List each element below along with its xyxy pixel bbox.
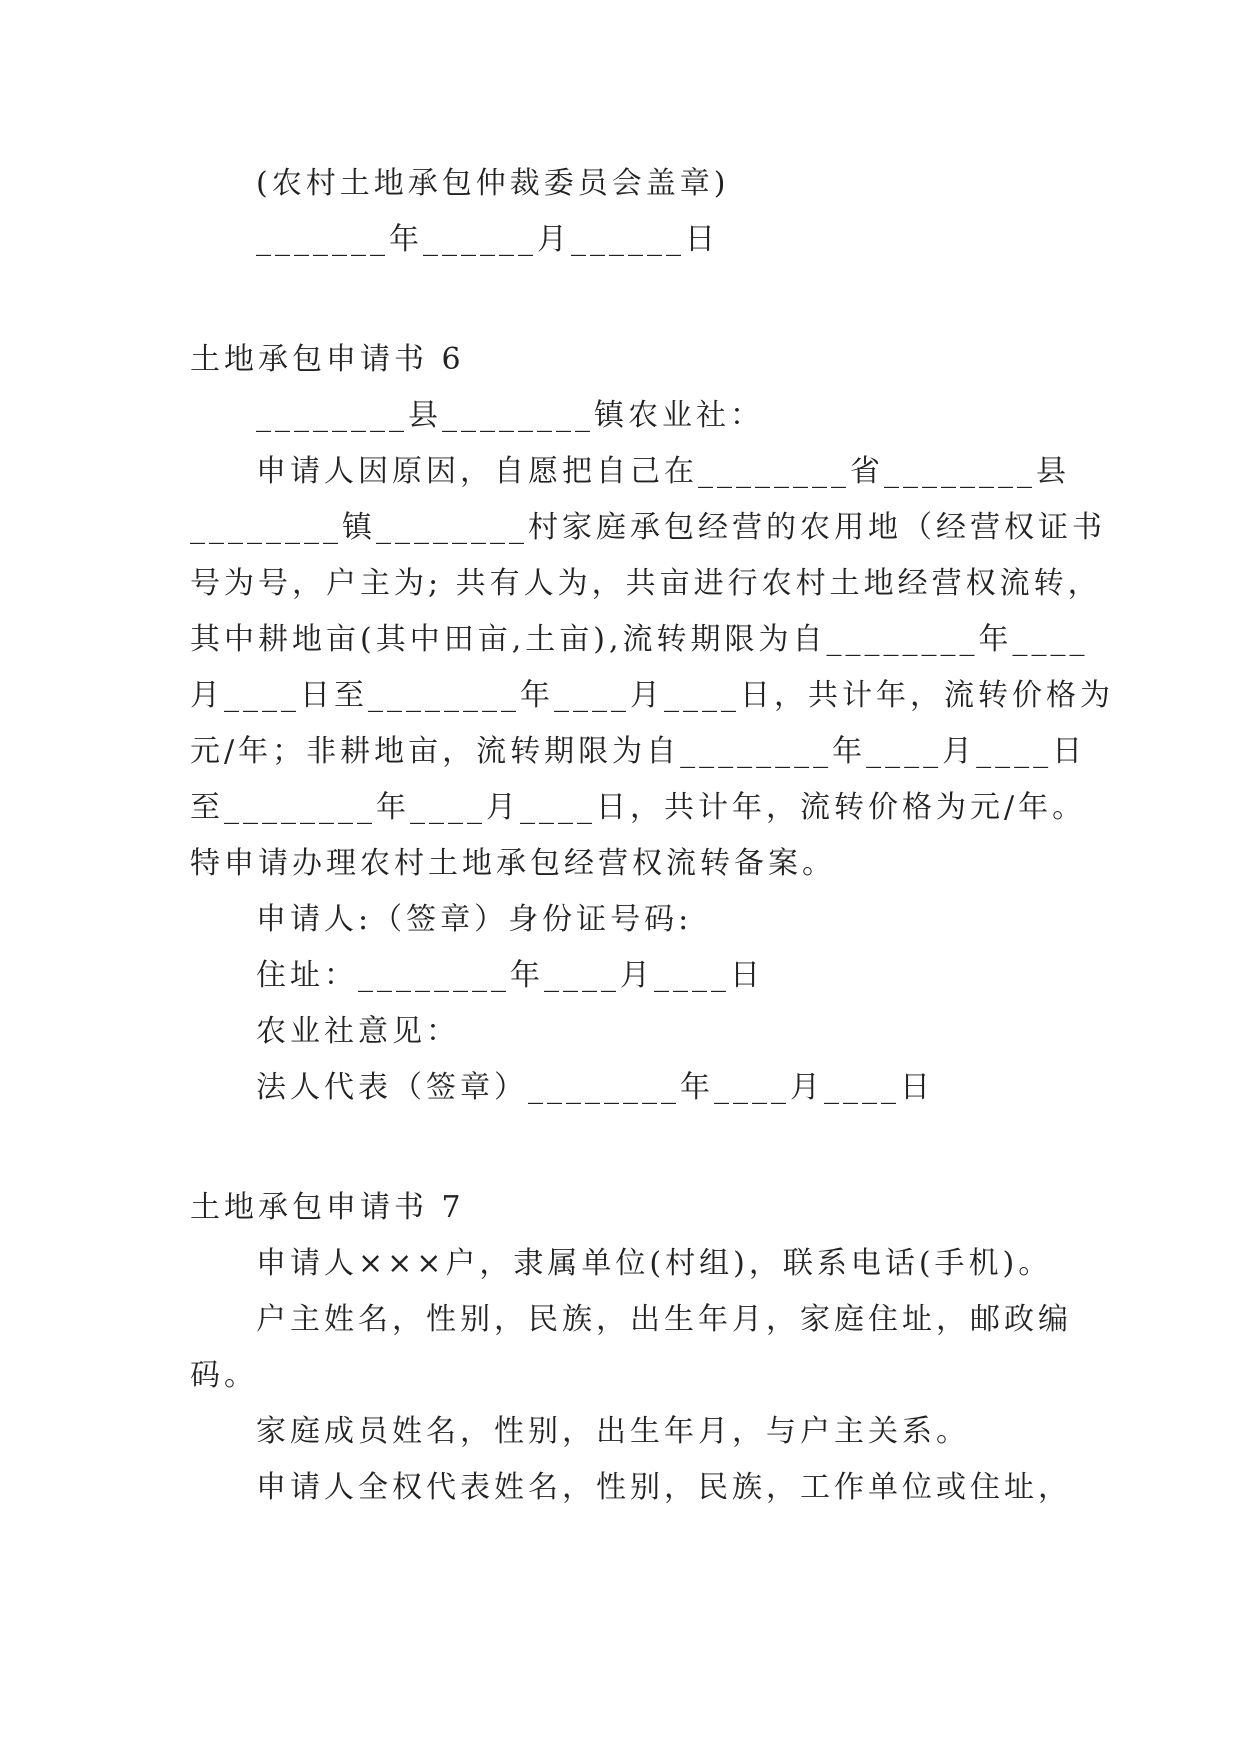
section-6-body-line: ________镇________村家庭承包经营的农用地（经营权证书 [190,510,1106,545]
section-6-body-line: 元/年；非耕地亩，流转期限为自________年____月____日 [190,734,1087,769]
section-7-paragraph: 户主姓名，性别，民族，出生年月，家庭住址，邮政编 [256,1302,1072,1337]
section-6-body-line: 特申请办理农村土地承包经营权流转备案。 [190,846,836,881]
section-7-paragraph: 申请人×××户，隶属单位(村组)，联系电话(手机)。 [256,1246,1053,1281]
section-6-body-line: 至________年____月____日，共计年，流转价格为元/年。 [190,790,1087,825]
section-6-body-line: 号为号，户主为; 共有人为，共亩进行农村土地经营权流转， [190,566,1102,601]
address-date-line: 住址：________年____月____日 [256,958,764,993]
section-6-title: 土地承包申请书 6 [190,342,465,377]
section-7-paragraph: 家庭成员姓名，性别，出生年月，与户主关系。 [256,1414,970,1449]
coop-opinion-label: 农业社意见： [256,1014,460,1049]
section-6-body-line: 其中耕地亩(其中田亩,土亩),流转期限为自________年____ [190,622,1089,657]
seal-note: (农村土地承包仲裁委员会盖章) [256,166,730,201]
section-6-addressee: ________县________镇农业社： [256,398,764,433]
section-7-title: 土地承包申请书 7 [190,1190,465,1225]
section-6-body-line: 月____日至________年____月____日，共计年，流转价格为 [190,678,1114,713]
legal-rep-signature-line: 法人代表（签章）________年____月____日 [256,1070,934,1105]
seal-date-line: _______年______月______日 [256,222,719,257]
section-6-body-line: 申请人因原因，自愿把自己在________省________县 [256,454,1070,489]
applicant-signature-line: 申请人:（签章）身份证号码: [256,902,693,937]
section-7-paragraph: 申请人全权代表姓名，性别，民族，工作单位或住址， [256,1470,1072,1505]
section-7-paragraph-continuation: 码。 [190,1358,258,1393]
